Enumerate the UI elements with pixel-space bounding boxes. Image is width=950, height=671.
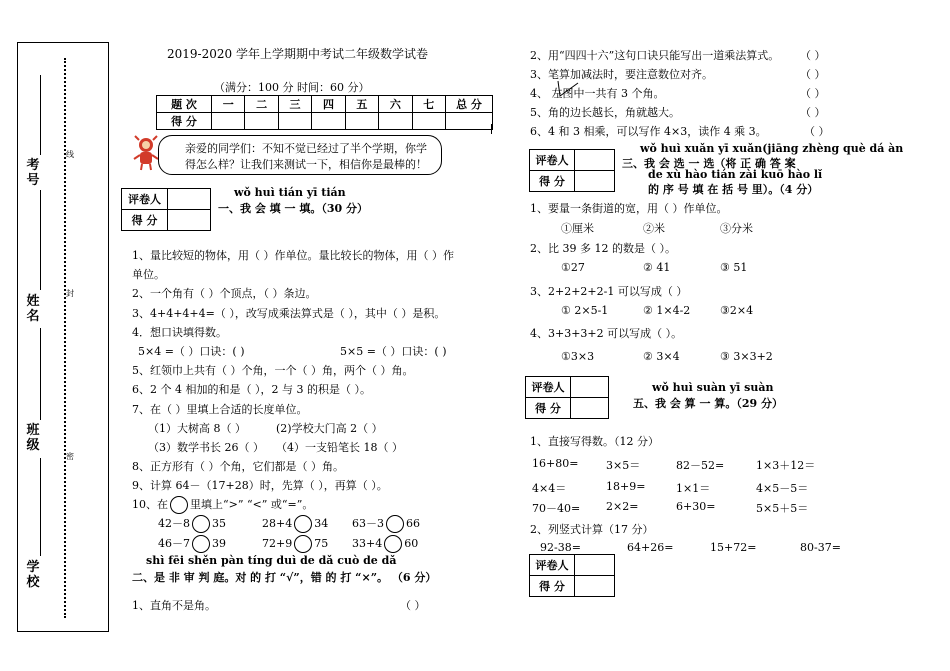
sec3-pinyin-1: wǒ huì xuǎn yī xuǎn(jiāng zhèng què dá àn bbox=[640, 142, 904, 155]
sec1-q4b: 5×5 =（ ）口诀：( ) bbox=[340, 345, 447, 358]
sec3-title-1: 三、我 会 选 一 选（将 正 确 答 案 bbox=[622, 157, 796, 170]
sec2-q5: 5、角的边长越长，角就越大。 bbox=[530, 106, 680, 119]
seal-char-secret: 密 bbox=[66, 452, 74, 461]
sec3-q4: 4、3+3+3+2 可以写成（ ）。 bbox=[530, 327, 683, 340]
compare-circle[interactable] bbox=[386, 515, 404, 533]
score-col: 五 bbox=[345, 96, 378, 113]
sec1-q7d: （4）一支铅笔长 18（ ） bbox=[276, 441, 403, 454]
compare-right: 75 bbox=[314, 537, 329, 550]
seal-char-seal: 封 bbox=[66, 289, 74, 298]
compare-right: 34 bbox=[314, 517, 329, 530]
sec5-q1: 1、直接写得数。（12 分） bbox=[530, 435, 659, 448]
page-title: 2019-2020 学年上学期期中考试二年级数学试卷 bbox=[167, 47, 428, 61]
strip-line bbox=[40, 328, 43, 420]
compare-circle[interactable] bbox=[294, 535, 312, 553]
strip-label-exam-number: 考号 bbox=[26, 158, 40, 188]
grader-box-sec1 bbox=[121, 188, 211, 231]
strip-label-class: 班级 bbox=[26, 423, 40, 453]
score-row-label: 得 分 bbox=[157, 113, 212, 130]
sec3-q3-opt3: ③2×4 bbox=[720, 304, 754, 317]
compare-left: 63－3 bbox=[352, 517, 384, 530]
sec2-q3-blank[interactable]: （ ） bbox=[800, 68, 826, 81]
sec3-q2-opt1: ①27 bbox=[561, 261, 585, 274]
grader-box-bottom bbox=[529, 554, 615, 597]
intro-line-1: 亲爱的同学们：不知不觉已经过了半个学期，你学 bbox=[185, 142, 427, 155]
compare-left: 28+4 bbox=[262, 517, 293, 530]
sec2-q6: 6、4 和 3 相乘，可以写作 4×3，读作 4 乘 3。 bbox=[530, 125, 767, 138]
grader-box-sec3 bbox=[529, 149, 615, 192]
seal-char-line: 线 bbox=[66, 150, 74, 159]
exam-meta: （满分：100 分 时间：60 分） bbox=[214, 81, 370, 94]
mental-cell: 3×5＝ bbox=[606, 459, 641, 472]
mascot-icon bbox=[132, 135, 160, 171]
score-col: 六 bbox=[379, 96, 412, 113]
sec3-q1-opt3: ③分米 bbox=[720, 222, 753, 235]
compare-circle[interactable] bbox=[192, 515, 210, 533]
compare-left: 33+4 bbox=[352, 537, 383, 550]
sec3-q3-opt2: ② 1×4-2 bbox=[643, 304, 691, 317]
sec3-q2: 2、比 39 多 12 的数是（ ）。 bbox=[530, 242, 676, 255]
grader-cell[interactable] bbox=[168, 210, 211, 231]
sec1-q10 bbox=[132, 496, 313, 514]
compare-row-2 bbox=[158, 535, 226, 553]
sec1-q1b: 单位。 bbox=[132, 268, 165, 281]
sec1-q10-suffix: 里填上“>” “<” 或“=”。 bbox=[190, 498, 314, 511]
mental-cell: 2×2= bbox=[606, 500, 639, 513]
grader-cell[interactable] bbox=[575, 150, 615, 171]
compare-right: 60 bbox=[404, 537, 419, 550]
score-table bbox=[156, 95, 493, 130]
sec3-pinyin-2: de xù hào tián zài kuō hào lǐ bbox=[648, 168, 823, 181]
vertical-item: 64+26= bbox=[627, 541, 674, 554]
score-cell[interactable] bbox=[379, 113, 412, 130]
sec3-q2-opt3: ③ 51 bbox=[720, 261, 748, 274]
score-cell[interactable] bbox=[446, 113, 493, 130]
sec3-q3: 3、2+2+2+2-1 可以写成（ ） bbox=[530, 285, 688, 298]
sec2-q2: 2、用“四四十六”这句口诀只能写出一道乘法算式。 bbox=[530, 49, 780, 62]
score-cell[interactable] bbox=[245, 113, 278, 130]
sec2-title: 二、是 非 审 判 庭。对 的 打 “√”，错 的 打 “×”。 （6 分） bbox=[132, 571, 437, 584]
grader-cell[interactable] bbox=[571, 398, 609, 419]
compare-row-2c bbox=[352, 535, 418, 553]
vertical-item: 92-38= bbox=[540, 541, 581, 554]
score-col-header: 题 次 bbox=[157, 96, 212, 113]
sec1-q2: 2、一个角有（ ）个顶点，（ ）条边。 bbox=[132, 287, 317, 300]
mental-cell: 18+9= bbox=[606, 480, 646, 493]
compare-left: 72+9 bbox=[262, 537, 293, 550]
compare-right: 35 bbox=[212, 517, 226, 530]
sec1-q6: 6、2 个 4 相加的和是（ ），2 与 3 的积是（ ）。 bbox=[132, 383, 371, 396]
sec1-q4a: 5×4 =（ ）口诀：( ) bbox=[138, 345, 245, 358]
sec1-q7c: （3）数学书长 26（ ） bbox=[148, 441, 264, 454]
mental-cell: 6+30= bbox=[676, 500, 716, 513]
mental-cell: 82－52= bbox=[676, 459, 725, 472]
sec1-q5: 5、红领巾上共有（ ）个角，一个（ ）角，两个（ ）角。 bbox=[132, 364, 414, 377]
grader-cell[interactable] bbox=[575, 576, 615, 597]
compare-row-1b bbox=[262, 515, 328, 533]
sec3-q3-opt1: ① 2×5-1 bbox=[561, 304, 609, 317]
vertical-item: 80-37= bbox=[800, 541, 841, 554]
sec1-title: 一、我 会 填 一 填。（30 分） bbox=[218, 202, 368, 215]
score-cell[interactable] bbox=[212, 113, 245, 130]
compare-left: 42－8 bbox=[158, 517, 190, 530]
grader-cell[interactable] bbox=[571, 377, 609, 398]
compare-right: 66 bbox=[406, 517, 420, 530]
strip-line bbox=[40, 190, 43, 290]
score-cell[interactable] bbox=[278, 113, 311, 130]
sec1-q4: 4．想口诀填得数。 bbox=[132, 326, 227, 339]
sec3-q4-opt1: ①3×3 bbox=[561, 350, 595, 363]
sec3-title-2: 的 序 号 填 在 括 号 里）。（4 分） bbox=[648, 183, 819, 196]
grader-label: 评卷人 bbox=[526, 377, 571, 398]
compare-left: 46－7 bbox=[158, 537, 190, 550]
score-col: 七 bbox=[412, 96, 445, 113]
compare-circle[interactable] bbox=[170, 496, 188, 514]
sec2-pinyin: shì fēi shěn pàn tíng duì de dǎ cuò de dǎ bbox=[146, 554, 397, 567]
sec1-q1a: 1、量比较短的物体，用（ ）作单位。量比较长的物体，用（ ）作 bbox=[132, 249, 454, 262]
compare-right: 39 bbox=[212, 537, 226, 550]
vertical-item: 15+72= bbox=[710, 541, 757, 554]
grader-cell[interactable] bbox=[575, 555, 615, 576]
strip-label-name: 姓名 bbox=[26, 294, 40, 324]
compare-circle[interactable] bbox=[384, 535, 402, 553]
score-col: 三 bbox=[278, 96, 311, 113]
sec3-q1-opt1: ①厘米 bbox=[561, 222, 594, 235]
score-cell[interactable] bbox=[345, 113, 378, 130]
sec3-q1: 1、要量一条街道的宽，用（ ）作单位。 bbox=[530, 202, 728, 215]
sec1-q7b: (2)学校大门高 2（ ） bbox=[276, 422, 383, 435]
seal-dotted-line bbox=[64, 58, 66, 618]
sec2-q4-blank[interactable]: （ ） bbox=[800, 87, 826, 100]
strip-line bbox=[40, 75, 43, 155]
sec3-q4-opt2: ② 3×4 bbox=[643, 350, 680, 363]
grader-cell[interactable] bbox=[575, 171, 615, 192]
grader-score-label: 得 分 bbox=[526, 398, 571, 419]
score-cell[interactable] bbox=[312, 113, 345, 130]
grader-label: 评卷人 bbox=[122, 189, 168, 210]
score-col: 二 bbox=[245, 96, 278, 113]
sec1-q8: 8、正方形有（ ）个角，它们都是（ ）角。 bbox=[132, 460, 344, 473]
compare-circle[interactable] bbox=[294, 515, 312, 533]
sec1-q7a: （1）大树高 8（ ） bbox=[148, 422, 246, 435]
grader-box-sec5 bbox=[525, 376, 609, 419]
sec2-q5-blank[interactable]: （ ） bbox=[800, 106, 826, 119]
mental-cell: 4×4＝ bbox=[532, 482, 567, 495]
sec1-q7: 7、在（ ）里填上合适的长度单位。 bbox=[132, 403, 308, 416]
sec2-q4: 4、 左图中一共有 3 个角。 bbox=[530, 87, 665, 100]
grader-label: 评卷人 bbox=[530, 555, 575, 576]
sec3-q4-opt3: ③ 3×3+2 bbox=[720, 350, 773, 363]
compare-row-1c bbox=[352, 515, 420, 533]
sec1-pinyin: wǒ huì tián yī tián bbox=[234, 186, 346, 199]
grader-score-label: 得 分 bbox=[530, 576, 575, 597]
sec2-q1: 1、直角不是角。 bbox=[132, 599, 216, 612]
mental-cell: 16+80= bbox=[532, 457, 579, 470]
score-col-total: 总 分 bbox=[446, 96, 493, 113]
intro-line-2: 得怎么样？让我们来测试一下，相信你是最棒的！ bbox=[185, 158, 427, 171]
mental-cell: 5×5＋5＝ bbox=[756, 502, 809, 515]
sec2-q6-blank[interactable]: （ ） bbox=[804, 125, 830, 138]
sec3-q1-opt2: ②米 bbox=[643, 222, 665, 235]
score-col: 四 bbox=[312, 96, 345, 113]
sec1-q10-prefix: 10、在 bbox=[132, 498, 168, 511]
grader-label: 评卷人 bbox=[530, 150, 575, 171]
score-cell[interactable] bbox=[412, 113, 445, 130]
compare-circle[interactable] bbox=[192, 535, 210, 553]
sec1-q9: 9、计算 64－（17+28）时，先算（ ），再算（ ）。 bbox=[132, 479, 388, 492]
sec5-q2: 2、列竖式计算（17 分） bbox=[530, 523, 654, 536]
compare-row-2b bbox=[262, 535, 328, 553]
grader-score-label: 得 分 bbox=[122, 210, 168, 231]
sec5-title: 五、我 会 算 一 算。（29 分） bbox=[633, 397, 783, 410]
strip-label-school: 学校 bbox=[26, 560, 40, 590]
binding-strip bbox=[17, 42, 109, 632]
mental-cell: 70－40= bbox=[532, 502, 581, 515]
angle-figure-icon bbox=[550, 79, 580, 99]
sec1-q3: 3、4+4+4+4=（ ），改写成乘法算式是（ ），其中（ ）是积。 bbox=[132, 307, 446, 320]
mental-cell: 1×3＋12＝ bbox=[756, 459, 816, 472]
grader-score-label: 得 分 bbox=[530, 171, 575, 192]
strip-line bbox=[40, 458, 43, 556]
sec5-pinyin: wǒ huì suàn yī suàn bbox=[652, 381, 774, 394]
sec2-q2-blank[interactable]: （ ） bbox=[800, 49, 826, 62]
grader-cell[interactable] bbox=[168, 189, 211, 210]
sec2-q1-blank[interactable]: （ ） bbox=[400, 599, 426, 612]
sec2-q3: 3、笔算加减法时，要注意数位对齐。 bbox=[530, 68, 713, 81]
mental-cell: 1×1＝ bbox=[676, 482, 711, 495]
margin-tick bbox=[491, 124, 492, 134]
compare-row-1 bbox=[158, 515, 226, 533]
mental-cell: 4×5－5＝ bbox=[756, 482, 809, 495]
sec3-q2-opt2: ② 41 bbox=[643, 261, 671, 274]
score-col: 一 bbox=[212, 96, 245, 113]
